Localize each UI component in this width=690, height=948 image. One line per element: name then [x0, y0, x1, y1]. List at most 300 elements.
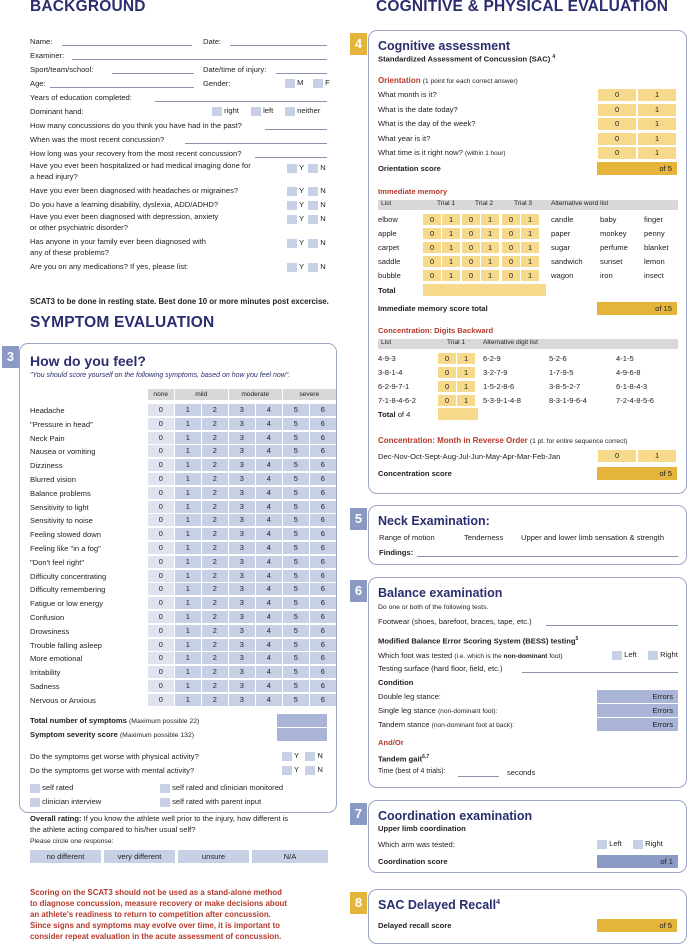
- symptom-score-4[interactable]: 4: [256, 528, 282, 540]
- symptom-scale: [148, 639, 337, 651]
- symptom-scale: [148, 556, 337, 568]
- age-field[interactable]: [50, 87, 194, 88]
- symptom-score-3[interactable]: 3: [229, 639, 255, 651]
- symptom-score-3[interactable]: 3: [229, 487, 255, 499]
- mem-1[interactable]: 1: [481, 270, 499, 281]
- mem-1[interactable]: 1: [481, 256, 499, 267]
- symptom-score-0[interactable]: 0: [148, 680, 174, 692]
- memory-trial-1: [423, 256, 461, 267]
- symptom-score-3[interactable]: 3: [229, 570, 255, 582]
- symptom-label: Difficulty remembering: [30, 585, 106, 595]
- arm-right[interactable]: Right: [633, 839, 663, 849]
- symptom-score-1[interactable]: 1: [175, 432, 201, 444]
- digit-sequence: 6-2-9-7-1: [378, 382, 410, 391]
- name-field[interactable]: [62, 45, 192, 46]
- mem-0[interactable]: 0: [423, 256, 441, 267]
- symptom-score-5[interactable]: 5: [283, 514, 309, 526]
- memory-word: saddle: [378, 257, 401, 266]
- symptom-score-1[interactable]: 1: [175, 680, 201, 692]
- orient-1[interactable]: 1: [638, 147, 676, 159]
- mem-0[interactable]: 0: [423, 214, 441, 225]
- digit-1[interactable]: 1: [457, 367, 475, 378]
- symptom-score-4[interactable]: 4: [256, 625, 282, 637]
- rating-self[interactable]: self rated: [30, 783, 73, 793]
- mem-1[interactable]: 1: [521, 242, 539, 253]
- symptom-label: "Don't feel right": [30, 557, 85, 567]
- coordination-score-box[interactable]: of 1: [597, 855, 678, 868]
- symptom-score-2[interactable]: 2: [202, 556, 228, 568]
- symptom-row: [30, 404, 326, 418]
- total-symptoms-box[interactable]: [277, 714, 327, 727]
- symptom-score-6[interactable]: 6: [310, 487, 336, 499]
- neck-findings-field[interactable]: [417, 556, 678, 557]
- mem-0[interactable]: 0: [502, 256, 520, 267]
- month-1[interactable]: 1: [638, 450, 676, 462]
- symptom-score-1[interactable]: 1: [175, 652, 201, 664]
- symptom-score-6[interactable]: 6: [310, 611, 336, 623]
- orientation-text: What month is it?: [378, 90, 437, 99]
- double-errors[interactable]: Errors: [597, 690, 678, 703]
- symptom-score-1[interactable]: 1: [175, 445, 201, 457]
- symptom-score-0[interactable]: 0: [148, 459, 174, 471]
- symptom-label: Feeling slowed down: [30, 530, 101, 540]
- mem-1[interactable]: 1: [442, 270, 460, 281]
- symptom-score-5[interactable]: 5: [283, 459, 309, 471]
- memory-trial-1: [423, 270, 461, 281]
- injury-time-field[interactable]: [276, 73, 327, 74]
- symptom-score-6[interactable]: 6: [310, 473, 336, 485]
- symptom-score-0[interactable]: 0: [148, 556, 174, 568]
- symptom-score-1[interactable]: 1: [175, 611, 201, 623]
- symptom-score-3[interactable]: 3: [229, 459, 255, 471]
- symptom-score-6[interactable]: 6: [310, 639, 336, 651]
- arm-left[interactable]: Left: [597, 839, 622, 849]
- symptom-score-5[interactable]: 5: [283, 625, 309, 637]
- symptom-score-6[interactable]: 6: [310, 404, 336, 416]
- mem-0[interactable]: 0: [462, 214, 480, 225]
- rating-parent[interactable]: self rated with parent input: [160, 797, 261, 807]
- mem-1[interactable]: 1: [442, 242, 460, 253]
- symptom-score-2[interactable]: 2: [202, 404, 228, 416]
- recent-field[interactable]: [185, 143, 327, 144]
- symptom-score-2[interactable]: 2: [202, 666, 228, 678]
- concentration-score-box[interactable]: of 5: [597, 467, 677, 480]
- symptom-score-0[interactable]: 0: [148, 418, 174, 430]
- memory-trial-3: [502, 242, 540, 253]
- symptom-score-3[interactable]: 3: [229, 666, 255, 678]
- family-question: Has anyone in your family ever been diagnosed with any of these problems?: [30, 237, 207, 257]
- month-sequence: Dec-Nov-Oct-Sept-Aug-Jul-Jun-May-Apr-Mar-Feb-Jan: [378, 452, 561, 461]
- symptom-score-5[interactable]: 5: [283, 404, 309, 416]
- symptom-scale: [148, 597, 337, 609]
- symptom-score-4[interactable]: 4: [256, 652, 282, 664]
- symptom-score-3[interactable]: 3: [229, 611, 255, 623]
- symptom-score-1[interactable]: 1: [175, 694, 201, 706]
- symptom-score-1[interactable]: 1: [175, 542, 201, 554]
- symptom-score-6[interactable]: 6: [310, 666, 336, 678]
- symptom-score-2[interactable]: 2: [202, 528, 228, 540]
- gait-time-field[interactable]: [458, 776, 499, 777]
- symptom-score-3[interactable]: 3: [229, 528, 255, 540]
- digit-1[interactable]: 1: [457, 381, 475, 392]
- hand-label: Dominant hand:: [30, 107, 84, 116]
- orientation-cells: [598, 104, 678, 116]
- symptom-score-4[interactable]: 4: [256, 418, 282, 430]
- medications-question: Are you on any medications? If yes, please list:: [30, 262, 189, 271]
- symptom-score-1[interactable]: 1: [175, 625, 201, 637]
- mem-1[interactable]: 1: [521, 256, 539, 267]
- symptom-score-2[interactable]: 2: [202, 680, 228, 692]
- mem-0[interactable]: 0: [423, 228, 441, 239]
- symptom-score-3[interactable]: 3: [229, 542, 255, 554]
- symptom-row: [30, 680, 326, 694]
- footwear-field[interactable]: [546, 625, 678, 626]
- medications-yn[interactable]: Y N: [287, 262, 326, 272]
- memory-total-label: Total: [378, 286, 396, 295]
- symptom-score-1[interactable]: 1: [175, 639, 201, 651]
- scale-header: [148, 389, 336, 400]
- symptom-score-6[interactable]: 6: [310, 652, 336, 664]
- symptom-score-6[interactable]: 6: [310, 694, 336, 706]
- digit-1[interactable]: 1: [457, 353, 475, 364]
- symptom-score-4[interactable]: 4: [256, 694, 282, 706]
- symptom-score-5[interactable]: 5: [283, 473, 309, 485]
- symptom-label: Sadness: [30, 682, 60, 691]
- symptom-score-1[interactable]: 1: [175, 556, 201, 568]
- immediate-score-label: Immediate memory score total: [378, 304, 488, 313]
- alt-digit: 6-2-9: [483, 354, 501, 363]
- symptom-score-6[interactable]: 6: [310, 542, 336, 554]
- symptom-score-5[interactable]: 5: [283, 570, 309, 582]
- orientation-cells: [598, 147, 678, 159]
- symptom-score-3[interactable]: 3: [229, 625, 255, 637]
- orient-0[interactable]: 0: [598, 133, 636, 145]
- orient-1[interactable]: 1: [638, 133, 676, 145]
- symptom-score-5[interactable]: 5: [283, 666, 309, 678]
- symptom-score-0[interactable]: 0: [148, 487, 174, 499]
- opt-unsure[interactable]: unsure: [178, 850, 249, 863]
- symptom-score-5[interactable]: 5: [283, 611, 309, 623]
- symptom-score-2[interactable]: 2: [202, 583, 228, 595]
- concussions-field[interactable]: [265, 129, 327, 130]
- symptom-score-5[interactable]: 5: [283, 501, 309, 513]
- alt-digit: 1-5-2-8-6: [483, 382, 515, 391]
- orientation-cells: [598, 118, 678, 130]
- symptom-scale: [148, 542, 337, 554]
- symptom-score-1[interactable]: 1: [175, 459, 201, 471]
- mem-0[interactable]: 0: [502, 228, 520, 239]
- hand-right[interactable]: right: [212, 106, 239, 116]
- headache-yn[interactable]: Y N: [287, 186, 326, 196]
- symptom-score-1[interactable]: 1: [175, 404, 201, 416]
- symptom-score-1[interactable]: 1: [175, 666, 201, 678]
- symptom-score-2[interactable]: 2: [202, 694, 228, 706]
- symptom-score-4[interactable]: 4: [256, 583, 282, 595]
- symptom-row: [30, 570, 326, 584]
- symptom-score-1[interactable]: 1: [175, 501, 201, 513]
- symptom-score-4[interactable]: 4: [256, 501, 282, 513]
- symptom-label: Sensitivity to light: [30, 502, 89, 512]
- orient-0[interactable]: 0: [598, 104, 636, 116]
- symptom-score-2[interactable]: 2: [202, 639, 228, 651]
- mem-1[interactable]: 1: [481, 214, 499, 225]
- severity-box[interactable]: [277, 728, 327, 741]
- symptom-score-1[interactable]: 1: [175, 418, 201, 430]
- symptom-score-5[interactable]: 5: [283, 432, 309, 444]
- rating-self-clinician[interactable]: self rated and clinician monitored: [160, 783, 283, 793]
- symptom-scale: [148, 514, 337, 526]
- gender-f[interactable]: F: [313, 78, 330, 88]
- symptom-score-0[interactable]: 0: [148, 611, 174, 623]
- date-field[interactable]: [230, 45, 327, 46]
- digit-sequence: 3-8-1-4: [378, 368, 403, 377]
- mem-0[interactable]: 0: [462, 270, 480, 281]
- symptom-score-5[interactable]: 5: [283, 445, 309, 457]
- symptom-score-2[interactable]: 2: [202, 473, 228, 485]
- symptom-score-3[interactable]: 3: [229, 514, 255, 526]
- orient-0[interactable]: 0: [598, 118, 636, 130]
- symptom-score-3[interactable]: 3: [229, 432, 255, 444]
- immediate-score-box[interactable]: of 15: [597, 302, 677, 315]
- mem-0[interactable]: 0: [423, 242, 441, 253]
- symptom-score-2[interactable]: 2: [202, 487, 228, 499]
- symptom-score-0[interactable]: 0: [148, 652, 174, 664]
- sport-field[interactable]: [112, 73, 194, 74]
- mem-0[interactable]: 0: [423, 270, 441, 281]
- symptom-score-1[interactable]: 1: [175, 528, 201, 540]
- symptom-score-3[interactable]: 3: [229, 418, 255, 430]
- recovery-field[interactable]: [255, 157, 327, 158]
- symptom-score-5[interactable]: 5: [283, 694, 309, 706]
- coordination-title: Coordination examination: [378, 809, 533, 823]
- symptom-score-2[interactable]: 2: [202, 501, 228, 513]
- symptom-score-0[interactable]: 0: [148, 639, 174, 651]
- symptom-score-2[interactable]: 2: [202, 652, 228, 664]
- symptom-score-6[interactable]: 6: [310, 570, 336, 582]
- symptom-score-5[interactable]: 5: [283, 542, 309, 554]
- symptom-score-4[interactable]: 4: [256, 542, 282, 554]
- symptom-score-5[interactable]: 5: [283, 556, 309, 568]
- symptom-score-3[interactable]: 3: [229, 680, 255, 692]
- symptom-score-5[interactable]: 5: [283, 528, 309, 540]
- digit-0[interactable]: 0: [438, 353, 456, 364]
- symptom-score-4[interactable]: 4: [256, 473, 282, 485]
- arm-tested: Which arm was tested:: [378, 840, 455, 849]
- symptom-score-4[interactable]: 4: [256, 514, 282, 526]
- symptom-score-4[interactable]: 4: [256, 597, 282, 609]
- symptom-score-0[interactable]: 0: [148, 597, 174, 609]
- symptom-score-2[interactable]: 2: [202, 597, 228, 609]
- symptom-score-6[interactable]: 6: [310, 514, 336, 526]
- digits-total-box[interactable]: [438, 408, 478, 420]
- symptom-score-2[interactable]: 2: [202, 611, 228, 623]
- depression-yn[interactable]: Y N: [287, 214, 326, 224]
- symptom-score-5[interactable]: 5: [283, 487, 309, 499]
- symptom-score-6[interactable]: 6: [310, 597, 336, 609]
- symptom-score-3[interactable]: 3: [229, 404, 255, 416]
- symptom-score-6[interactable]: 6: [310, 445, 336, 457]
- orient-1[interactable]: 1: [638, 104, 676, 116]
- mem-0[interactable]: 0: [502, 214, 520, 225]
- orient-1[interactable]: 1: [638, 89, 676, 101]
- rating-clinician[interactable]: clinician interview: [30, 797, 101, 807]
- foot-left[interactable]: Left: [612, 650, 637, 660]
- years-field[interactable]: [155, 101, 327, 102]
- orientation-score-box[interactable]: of 5: [597, 162, 677, 175]
- symptom-score-0[interactable]: 0: [148, 432, 174, 444]
- symptom-score-6[interactable]: 6: [310, 583, 336, 595]
- symptom-score-0[interactable]: 0: [148, 404, 174, 416]
- symptom-score-4[interactable]: 4: [256, 445, 282, 457]
- symptom-score-5[interactable]: 5: [283, 680, 309, 692]
- symptom-score-5[interactable]: 5: [283, 597, 309, 609]
- tandem-errors[interactable]: Errors: [597, 718, 678, 731]
- symptom-score-0[interactable]: 0: [148, 514, 174, 526]
- symptom-score-4[interactable]: 4: [256, 556, 282, 568]
- symptom-score-6[interactable]: 6: [310, 528, 336, 540]
- mem-1[interactable]: 1: [521, 228, 539, 239]
- symptom-score-1[interactable]: 1: [175, 597, 201, 609]
- symptom-score-5[interactable]: 5: [283, 639, 309, 651]
- mem-1[interactable]: 1: [481, 228, 499, 239]
- mem-0[interactable]: 0: [502, 270, 520, 281]
- mem-1[interactable]: 1: [521, 214, 539, 225]
- orient-1[interactable]: 1: [638, 118, 676, 130]
- symptom-score-0[interactable]: 0: [148, 625, 174, 637]
- mem-1[interactable]: 1: [442, 256, 460, 267]
- symptom-score-5[interactable]: 5: [283, 418, 309, 430]
- symptom-score-4[interactable]: 4: [256, 666, 282, 678]
- symptom-score-4[interactable]: 4: [256, 459, 282, 471]
- symptom-score-0[interactable]: 0: [148, 501, 174, 513]
- symptom-score-2[interactable]: 2: [202, 570, 228, 582]
- worse-mental-yn[interactable]: Y N: [282, 765, 323, 775]
- mem-1[interactable]: 1: [481, 242, 499, 253]
- symptom-score-0[interactable]: 0: [148, 445, 174, 457]
- hospital-yn[interactable]: Y N: [287, 163, 326, 173]
- digit-0[interactable]: 0: [438, 395, 456, 406]
- memory-trial-3: [502, 256, 540, 267]
- symptom-score-0[interactable]: 0: [148, 570, 174, 582]
- digit-0[interactable]: 0: [438, 381, 456, 392]
- symptom-score-3[interactable]: 3: [229, 473, 255, 485]
- mem-0[interactable]: 0: [462, 228, 480, 239]
- symptom-score-5[interactable]: 5: [283, 652, 309, 664]
- symptom-scale: [148, 432, 337, 444]
- symptom-score-0[interactable]: 0: [148, 528, 174, 540]
- opt-na[interactable]: N/A: [252, 850, 328, 863]
- surface-field[interactable]: [522, 672, 678, 673]
- single-errors[interactable]: Errors: [597, 704, 678, 717]
- orient-0[interactable]: 0: [598, 147, 636, 159]
- symptom-score-4[interactable]: 4: [256, 404, 282, 416]
- coordination-score-label: Coordination score: [378, 857, 448, 866]
- symptom-score-1[interactable]: 1: [175, 570, 201, 582]
- symptom-score-2[interactable]: 2: [202, 445, 228, 457]
- symptom-label: Nervous or Anxious: [30, 695, 96, 705]
- symptom-row: [30, 418, 326, 432]
- symptom-score-0[interactable]: 0: [148, 473, 174, 485]
- digits-h-alt: Alternative digit list: [483, 339, 538, 346]
- mem-0[interactable]: 0: [502, 242, 520, 253]
- symptom-score-4[interactable]: 4: [256, 611, 282, 623]
- symptom-score-6[interactable]: 6: [310, 459, 336, 471]
- symptom-score-5[interactable]: 5: [283, 583, 309, 595]
- hand-neither[interactable]: neither: [285, 106, 320, 116]
- examiner-field[interactable]: [72, 59, 327, 60]
- symptom-score-6[interactable]: 6: [310, 680, 336, 692]
- symptom-score-2[interactable]: 2: [202, 514, 228, 526]
- symptom-score-2[interactable]: 2: [202, 432, 228, 444]
- symptom-label: Trouble falling asleep: [30, 640, 102, 650]
- mem-1[interactable]: 1: [442, 228, 460, 239]
- symptom-score-3[interactable]: 3: [229, 583, 255, 595]
- symptom-score-1[interactable]: 1: [175, 487, 201, 499]
- symptom-score-6[interactable]: 6: [310, 625, 336, 637]
- symptom-label: Fatigue or low energy: [30, 599, 104, 609]
- symptom-score-3[interactable]: 3: [229, 597, 255, 609]
- gender-m[interactable]: M: [285, 78, 303, 88]
- symptom-score-0[interactable]: 0: [148, 542, 174, 554]
- symptom-score-4[interactable]: 4: [256, 487, 282, 499]
- scale-mild: mild: [175, 389, 228, 400]
- digit-0[interactable]: 0: [438, 367, 456, 378]
- symptom-score-3[interactable]: 3: [229, 501, 255, 513]
- memory-total-box[interactable]: [423, 284, 546, 296]
- foot-right[interactable]: Right: [648, 650, 678, 660]
- orient-0[interactable]: 0: [598, 89, 636, 101]
- opt-no-different[interactable]: no different: [30, 850, 101, 863]
- symptom-score-0[interactable]: 0: [148, 666, 174, 678]
- digit-1[interactable]: 1: [457, 395, 475, 406]
- learning-yn[interactable]: Y N: [287, 200, 326, 210]
- immediate-memory-head: Immediate memory: [378, 187, 448, 196]
- symptom-score-0[interactable]: 0: [148, 583, 174, 595]
- symptom-score-4[interactable]: 4: [256, 639, 282, 651]
- digits-h-trial1: Trial 1: [447, 339, 466, 346]
- symptom-score-3[interactable]: 3: [229, 445, 255, 457]
- symptom-score-3[interactable]: 3: [229, 652, 255, 664]
- symptom-score-2[interactable]: 2: [202, 418, 228, 430]
- symptom-score-0[interactable]: 0: [148, 694, 174, 706]
- month-0[interactable]: 0: [598, 450, 636, 462]
- symptom-score-6[interactable]: 6: [310, 556, 336, 568]
- symptom-score-6[interactable]: 6: [310, 501, 336, 513]
- symptom-score-1[interactable]: 1: [175, 583, 201, 595]
- symptom-score-2[interactable]: 2: [202, 542, 228, 554]
- symptom-score-3[interactable]: 3: [229, 694, 255, 706]
- mem-0[interactable]: 0: [462, 242, 480, 253]
- symptom-score-2[interactable]: 2: [202, 459, 228, 471]
- symptom-score-4[interactable]: 4: [256, 432, 282, 444]
- symptom-score-1[interactable]: 1: [175, 473, 201, 485]
- symptom-score-6[interactable]: 6: [310, 432, 336, 444]
- symptom-score-1[interactable]: 1: [175, 514, 201, 526]
- hand-left[interactable]: left: [251, 106, 273, 116]
- worse-physical-yn[interactable]: Y N: [282, 751, 323, 761]
- symptom-score-4[interactable]: 4: [256, 570, 282, 582]
- opt-very-different[interactable]: very different: [104, 850, 175, 863]
- mem-1[interactable]: 1: [442, 214, 460, 225]
- symptom-score-3[interactable]: 3: [229, 556, 255, 568]
- symptom-score-6[interactable]: 6: [310, 418, 336, 430]
- symptom-score-4[interactable]: 4: [256, 680, 282, 692]
- symptom-score-2[interactable]: 2: [202, 625, 228, 637]
- mem-0[interactable]: 0: [462, 256, 480, 267]
- family-yn[interactable]: Y N: [287, 238, 326, 248]
- mem-1[interactable]: 1: [521, 270, 539, 281]
- recall-score-box[interactable]: of 5: [597, 919, 677, 932]
